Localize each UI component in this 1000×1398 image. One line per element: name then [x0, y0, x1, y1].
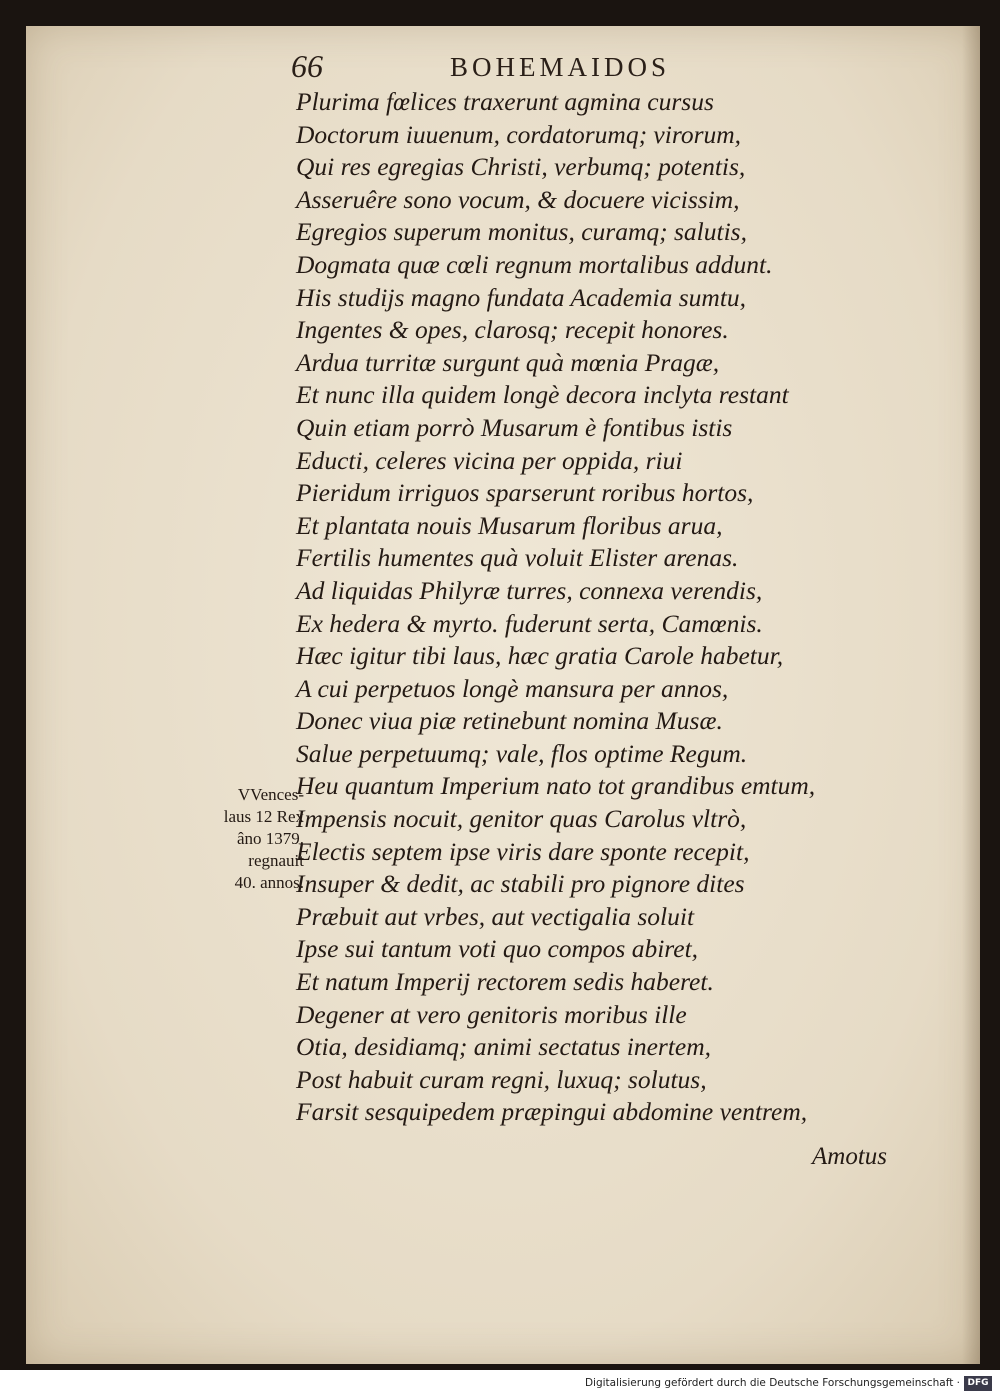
verse-line: Educti, celeres vicina per oppida, riui — [296, 445, 683, 475]
margin-note-line: laus 12 Rex — [223, 807, 304, 826]
verse-line: Insuper & dedit, ac stabili pro pignore dites — [296, 869, 745, 899]
page-number: 66 — [291, 48, 323, 84]
verse-line: Plurima fœlices traxerunt agmina cursus — [296, 87, 714, 116]
margin-note-line: regnauit — [248, 851, 304, 870]
verse-line: Ex hedera & myrto. fuderunt serta, Camœnis. — [296, 608, 763, 638]
verse-line: Doctorum iuuenum, cordatorumq; virorum, — [296, 119, 742, 149]
verse-line: Ad liquidas Philyræ turres, connexa verendis, — [296, 575, 763, 605]
verse-line: Et plantata nouis Musarum floribus arua, — [296, 510, 723, 540]
verse-line: Otia, desidiamq; animi sectatus inertem, — [296, 1032, 712, 1062]
verse-line: Asseruêre sono vocum, & docuere vicissim, — [296, 184, 740, 214]
verse-line: Degener at vero genitoris moribus ille — [296, 999, 687, 1029]
book-page — [26, 26, 980, 1364]
verse-line: Fertilis humentes quà voluit Elister arenas. — [296, 543, 739, 573]
margin-note-line: VVences- — [237, 785, 304, 804]
running-title: BOHEMAIDOS — [450, 52, 671, 82]
verse-line: Quin etiam porrò Musarum è fontibus istis — [296, 412, 733, 442]
verse-line: Dogmata quæ cœli regnum mortalibus addunt. — [296, 249, 773, 279]
verse-line: Et nunc illa quidem longè decora inclyta restant — [296, 380, 789, 410]
verse-line: Pieridum irriguos sparserunt roribus hortos, — [296, 478, 754, 508]
verse-line: His studijs magno fundata Academia sumtu, — [296, 282, 747, 312]
verse-line: Donec viua piæ retinebunt nomina Musæ. — [296, 706, 723, 736]
verse-line: Et natum Imperij rectorem sedis haberet. — [296, 967, 714, 997]
margin-note — [204, 784, 304, 894]
verse-line: Qui res egregias Christi, verbumq; potentis, — [296, 152, 746, 182]
verse-line: Hæc igitur tibi laus, hæc gratia Carole habetur, — [296, 641, 784, 671]
catchword: Amotus — [812, 1143, 887, 1170]
verse-line: Electis septem ipse viris dare sponte recepit, — [296, 836, 750, 866]
verse-line: Farsit sesquipedem præpingui abdomine ventrem, — [296, 1097, 808, 1127]
verse-line: Ipse sui tantum voti quo compos abiret, — [296, 934, 699, 964]
page-header — [26, 48, 980, 88]
verse-line: Salue perpetuumq; vale, flos optime Regum. — [296, 738, 748, 768]
verse-line: Egregios superum monitus, curamq; salutis, — [296, 217, 747, 247]
verse-line: Heu quantum Imperium nato tot grandibus emtum, — [296, 771, 816, 801]
footer-bar — [0, 1370, 1000, 1398]
dfg-logo-icon: DFG — [964, 1376, 992, 1391]
verse-line: Ingentes & opes, clarosq; recepit honores. — [296, 315, 729, 345]
verse-text — [296, 86, 936, 1129]
margin-note-line: âno 1379. — [236, 829, 304, 848]
verse-line: Impensis nocuit, genitor quas Carolus vltrò, — [296, 804, 747, 834]
verse-line: Præbuit aut vrbes, aut vectigalia soluit — [296, 901, 695, 931]
verse-line: A cui perpetuos longè mansura per annos, — [296, 673, 729, 703]
page-edge-shadow — [962, 26, 980, 1364]
verse-line: Ardua turritæ surgunt quà mœnia Pragæ, — [296, 347, 720, 377]
margin-note-line: 40. annos. — [234, 873, 304, 892]
footer-credit: Digitalisierung gefördert durch die Deutsche Forschungsgemeinschaft · — [584, 1377, 960, 1389]
verse-line: Post habuit curam regni, luxuq; solutus, — [296, 1064, 707, 1094]
